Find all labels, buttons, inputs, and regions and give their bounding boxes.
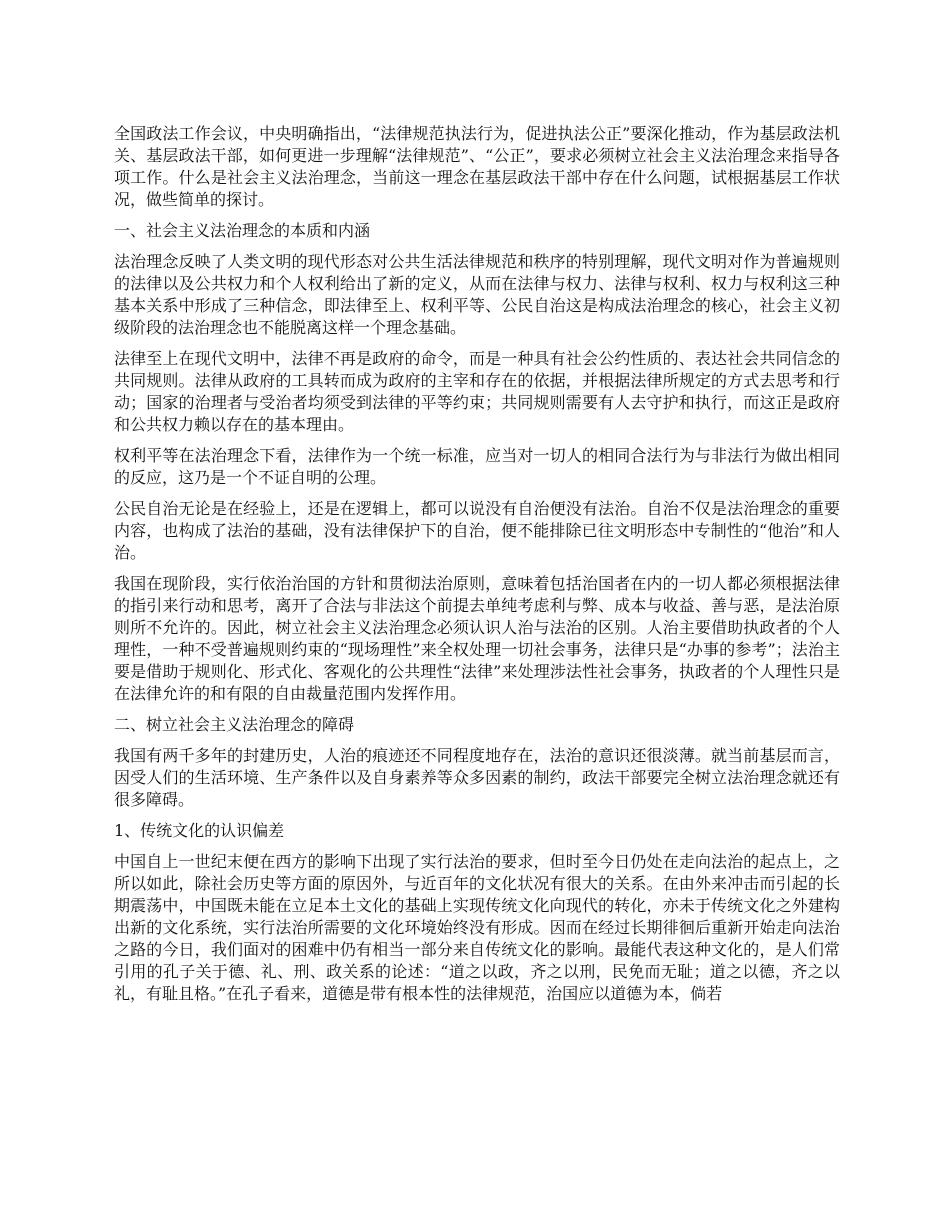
paragraph-traditional-culture: 中国自上一世纪末便在西方的影响下出现了实行法治的要求，但时至今日仍处在走向法治的起点上，之所以如此，除社会历史等方面的原因外，与近百年的文化状况有很大的关系。在由外来冲击而引起的长期震荡中，中国既未能在立足本土文化的基础上实现传统文化向现代的转化，亦未于传统文化之外建构出新的文化系统，实行法治所需要的文化环境始终没有形成。因而在经过长期徘徊后重新开始走向法治之路的今日，我们面对的困难中仍有相当一部分来自传统文化的影响。最能代表这种文化的，是人们常引用的孔子关于德、礼、刑、政关系的论述：“道之以政，齐之以刑，民免而无耻；道之以德，齐之以礼，有耻且格。”在孔子看来，道德是带有根本性的法律规范，治国应以道德为本，倘若: [114, 852, 840, 1003]
document-body: [114, 123, 840, 1014]
section-heading-2: 二、树立社会主义法治理念的障碍: [114, 715, 355, 734]
paragraph-rule-of-law-concept: 法治理念反映了人类文明的现代形态对公共生活法律规范和秩序的特别理解，现代文明对作为普遍规则的法律以及公共权力和个人权利给出了新的定义，从而在法律与权力、法律与权利、权力与权利这三种基本关系中形成了三种信念，即法律至上、权利平等、公民自治这是构成法治理念的核心，社会主义初级阶段的法治理念也不能脱离这样一个理念基础。: [114, 252, 840, 337]
paragraph-intro: 全国政法工作会议，中央明确指出，“法律规范执法行为，促进执法公正”要深化推动，作为基层政法机关、基层政法干部，如何更进一步理解“法律规范”、“公正”，要求必须树立社会主义法治理念来指导各项工作。什么是社会主义法治理念，当前这一理念在基层政法干部中存在什么问题，试根据基层工作状况，做些简单的探讨。: [114, 124, 840, 209]
paragraph-current-stage: 我国在现阶段，实行依治治国的方针和贯彻法治原则，意味着包括治国者在内的一切人都必须根据法律的指引来行动和思考，离开了合法与非法这个前提去单纯考虑利与弊、成本与收益、善与恶，是法治原则所不允许的。因此，树立社会主义法治理念必须认识人治与法治的区别。人治主要借助执政者的个人理性，一种不受普遍规则约束的“现场理性”来全权处理一切社会事务，法律只是“办事的参考”；法治主要是借助于规则化、形式化、客观化的公共理性“法律”来处理涉法性社会事务，执政者的个人理性只是在法律允许的和有限的自由裁量范围内发挥作用。: [114, 574, 840, 703]
paragraph-obstacles: 我国有两千多年的封建历史，人治的痕迹还不同程度地存在，法治的意识还很淡薄。就当前基层而言，因受人们的生活环境、生产条件以及自身素养等众多因素的制约，政法干部要完全树立法治理念就还有很多障碍。: [114, 746, 840, 809]
subsection-heading-1: 1、传统文化的认识偏差: [114, 821, 285, 840]
paragraph-law-supremacy: 法律至上在现代文明中，法律不再是政府的命令，而是一种具有社会公约性质的、表达社会共同信念的共同规则。法律从政府的工具转而成为政府的主宰和存在的依据，并根据法律所规定的方式去思考和行动；国家的治理者与受治者均须受到法律的平等约束；共同规则需要有人去守护和执行，而这正是政府和公共权力赖以存在的基本理由。: [114, 349, 840, 434]
paragraph-equal-rights: 权利平等在法治理念下看，法律作为一个统一标准，应当对一切人的相同合法行为与非法行为做出相同的反应，这乃是一个不证自明的公理。: [114, 446, 840, 487]
paragraph-citizen-autonomy: 公民自治无论是在经验上，还是在逻辑上，都可以说没有自治便没有法治。自治不仅是法治理念的重要内容，也构成了法治的基础，没有法律保护下的自治，便不能排除已往文明形态中专制性的“他治”和人治。: [114, 499, 840, 562]
section-heading-1: 一、社会主义法治理念的本质和内涵: [114, 221, 371, 240]
